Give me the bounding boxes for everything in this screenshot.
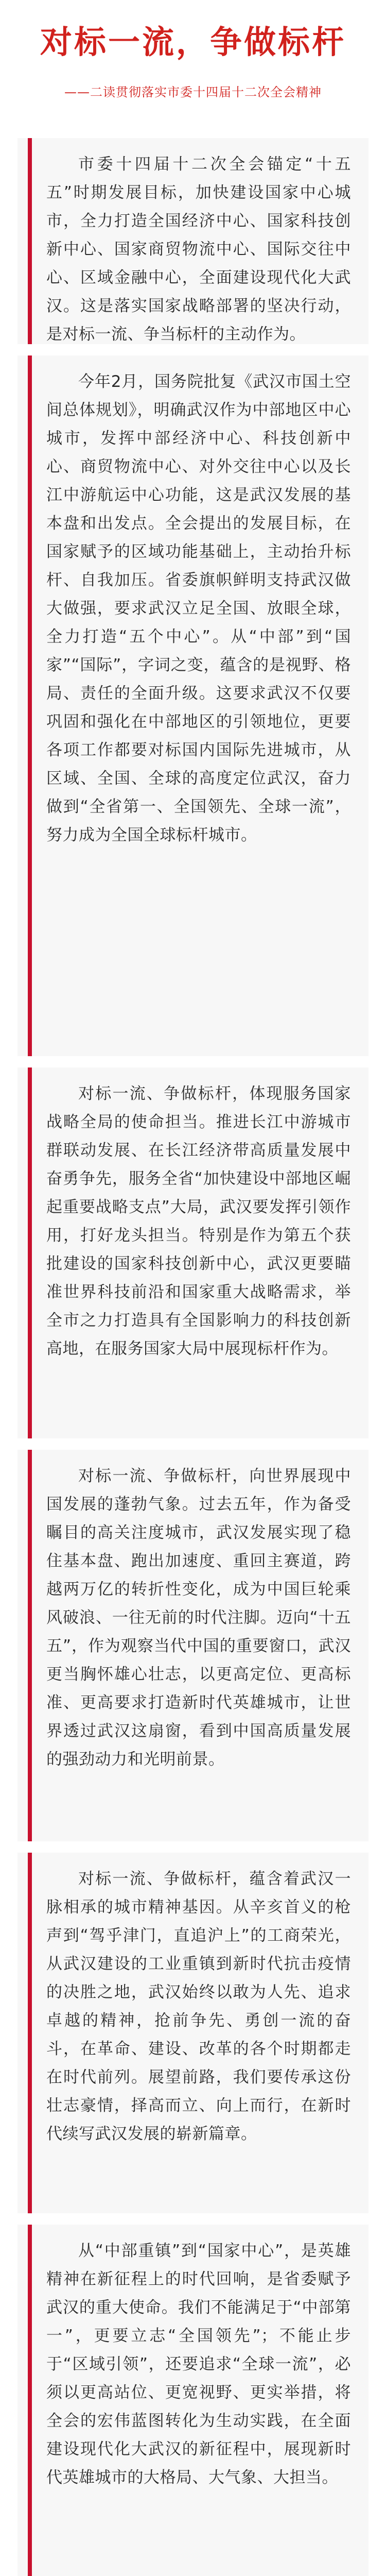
section-accent-bar: [28, 1853, 32, 2213]
section-accent-bar: [28, 1450, 32, 1841]
article-paragraph: 对标一流、争做标杆，蕴含着武汉一脉相承的城市精神基因。从辛亥首义的枪声到“驾乎津门，直追沪上”的工商荣光，从武汉建设的工业重镇到新时代抗击疫情的决胜之地，武汉始终以敢为人先、追求卓越的精神，抢前争先、勇创一流的奋斗，在革命、建设、改革的各个时期都走在时代前列。展望前路，我们要传承这份壮志豪情，择高而立、向上而行，在新时代续写武汉发展的崭新篇章。: [46, 1870, 351, 2143]
article-section-3: [17, 1067, 369, 1438]
article-paragraph: 对标一流、争做标杆，体现服务国家战略全局的使命担当。推进长江中游城市群联动发展、在长江经济带高质量发展中奋勇争先，服务全省“加快建设中部地区崛起重要战略支点”大局，武汉要发挥引领作用，打好龙头担当。特别是作为第五个获批建设的国家科技创新中心，武汉更要瞄准世界科技前沿和国家重大战略需求，举全市之力打造具有全国影响力的科技创新高地，在服务国家大局中展现标杆作为。: [46, 1084, 351, 1358]
article-paragraph: 今年2月，国务院批复《武汉市国土空间总体规划》，明确武汉作为中部地区中心城市，发挥中部经济中心、科技创新中心、商贸物流中心、对外交往中心以及长江中游航运中心功能，这是武汉发展的基本盘和出发点。全会提出的发展目标，在国家赋予的区域功能基础上，主动抬升标杆、自我加压。省委旗帜鲜明支持武汉做大做强，要求武汉立足全国、放眼全球，全力打造“五个中心”。从“中部”到“国家”“国际”，字词之变，蕴含的是视野、格局、责任的全面升级。这要求武汉不仅要巩固和强化在中部地区的引领地位，更要各项工作都要对标国内国际先进城市，从区域、全国、全球的高度定位武汉，奋力做到“全省第一、全国领先、全球一流”，努力成为全国全球标杆城市。: [46, 372, 351, 844]
section-accent-bar: [28, 2225, 32, 2576]
section-accent-bar: [28, 138, 32, 344]
page-subtitle: ——二读贯彻落实市委十四届十二次全会精神: [64, 85, 322, 99]
article-section-2: [17, 355, 369, 1056]
article-section-5: [17, 1853, 369, 2213]
article-paragraph: 对标一流、争做标杆，向世界展现中国发展的蓬勃气象。过去五年，作为备受瞩目的高关注度城市，武汉发展实现了稳住基本盘、跑出加速度、重回主赛道，跨越两万亿的转折性变化，成为中国巨轮乘风破浪、一往无前的时代注脚。迈向“十五五”，作为观察当代中国的重要窗口，武汉更当胸怀雄心壮志，以更高定位、更高标准、更高要求打造新时代英雄城市，让世界透过武汉这扇窗，看到中国高质量发展的强劲动力和光明前景。: [46, 1467, 351, 1769]
section-accent-bar: [28, 355, 32, 1056]
article-section-4: [17, 1450, 369, 1841]
page-header: [0, 0, 386, 134]
article-section-6: [17, 2225, 369, 2576]
article-paragraph: 从“中部重镇”到“国家中心”，是英雄精神在新征程上的时代回响，是省委赋予武汉的重大使命。我们不能满足于“中部第一”，更要立志“全国领先”；不能止步于“区域引领”，还要追求“全球一流”，必须以更高站位、更宽视野、更实举措，将全会的宏伟蓝图转化为生动实践，在全面建设现代化大武汉的新征程中，展现新时代英雄城市的大格局、大气象、大担当。: [46, 2242, 351, 2487]
section-accent-bar: [28, 1067, 32, 1438]
article-section-1: [17, 138, 369, 344]
page-title: 对标一流，争做标杆: [40, 23, 346, 61]
article-paragraph: 市委十四届十二次全会锚定“十五五”时期发展目标，加快建设国家中心城市，全力打造全国经济中心、国家科技创新中心、国家商贸物流中心、国际交往中心、区域金融中心，全面建设现代化大武汉。这是落实国家战略部署的坚决行动，是对标一流、争当标杆的主动作为。: [46, 155, 351, 344]
